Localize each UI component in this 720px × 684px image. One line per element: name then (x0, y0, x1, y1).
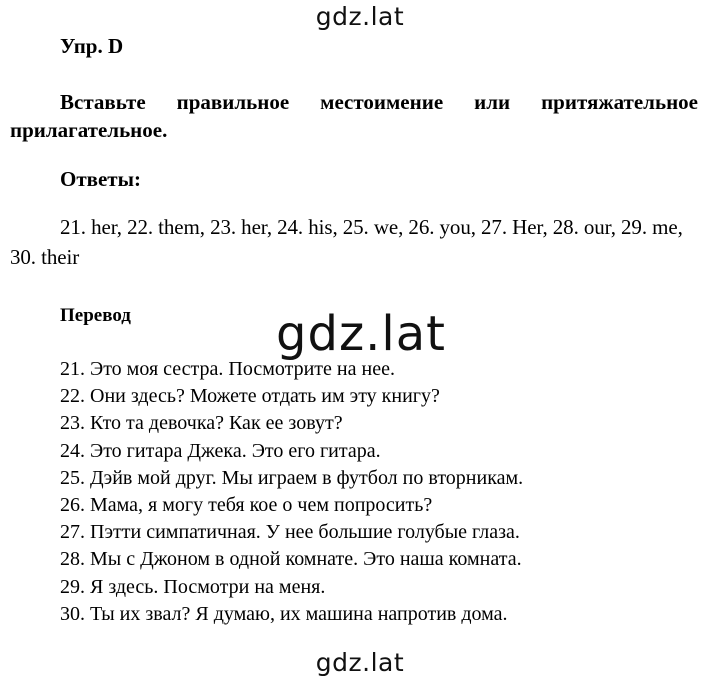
translation-item: 27. Пэтти симпатичная. У нее большие голубые глаза. (60, 521, 520, 544)
exercise-instruction: Вставьте правильное местоимение или притяжательное прилагательное. (10, 90, 698, 142)
translation-item: 21. Это моя сестра. Посмотрите на нее. (60, 358, 395, 380)
answers-heading: Ответы: (60, 167, 142, 191)
translation-list (60, 356, 700, 628)
answers-text: 21. her, 22. them, 23. her, 24. his, 25. we, 26. you, 27. Her, 28. our, 29. me, 30. their (10, 215, 683, 269)
translation-item: 22. Они здесь? Можете отдать им эту книгу? (60, 385, 440, 408)
translation-item: 26. Мама, я могу тебя кое о чем попросить? (60, 494, 433, 517)
watermark-middle: gdz.lat (276, 306, 446, 362)
translation-item: 29. Я здесь. Посмотри на меня. (60, 575, 326, 598)
translation-item: 28. Мы с Джоном в одной комнате. Это наша комната. (60, 548, 522, 571)
exercise-title: Упр. D (60, 34, 124, 58)
translation-item: 30. Ты их звал? Я думаю, их машина напротив дома. (60, 602, 508, 625)
translation-heading: Перевод (60, 305, 131, 326)
translation-item: 24. Это гитара Джека. Это его гитара. (60, 439, 381, 462)
watermark-top: gdz.lat (315, 2, 405, 31)
watermark-bottom: gdz.lat (315, 648, 405, 677)
translation-item: 25. Дэйв мой друг. Мы играем в футбол по вторникам. (60, 466, 524, 489)
translation-item: 23. Кто та девочка? Как ее зовут? (60, 412, 343, 435)
